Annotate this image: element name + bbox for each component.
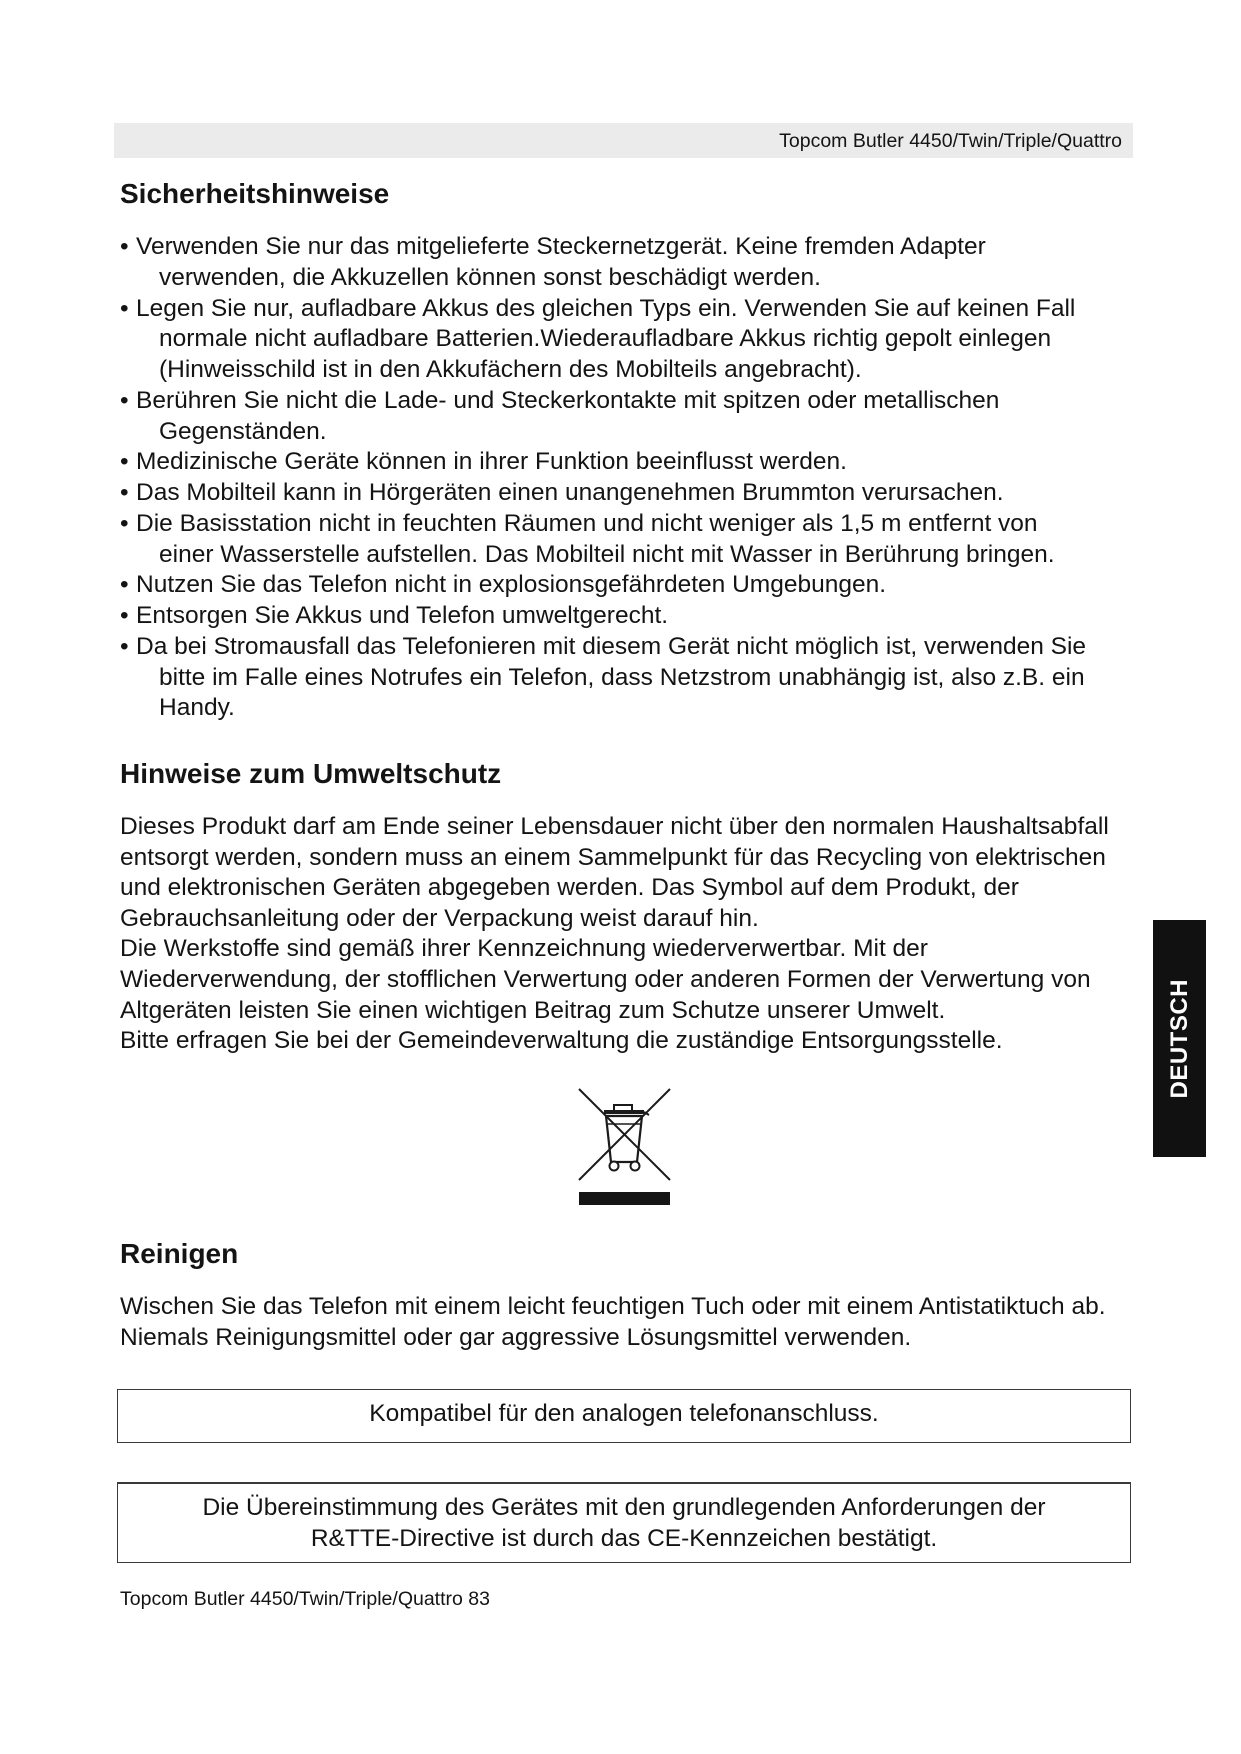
list-item-line: • Das Mobilteil kann in Hörgeräten einen unangenehmen Brummton verursachen. xyxy=(136,479,1004,506)
paragraph xyxy=(120,812,1109,934)
paragraph-line: Wischen Sie das Telefon mit einem leicht feuchtigen Tuch oder mit einem Antistatiktuch ab. xyxy=(120,1293,1106,1320)
list-item-line: • Medizinische Geräte können in ihrer Funktion beeinflusst werden. xyxy=(136,448,847,476)
paragraph-line: Dieses Produkt darf am Ende seiner Lebensdauer nicht über den normalen Haushaltsabfall xyxy=(120,813,1109,840)
list-item xyxy=(120,478,1086,509)
list-item-line: • Die Basisstation nicht in feuchten Räumen und nicht weniger als 1,5 m entfernt von xyxy=(136,509,1038,537)
list-item-line: Gegenständen. xyxy=(159,417,327,445)
list-item xyxy=(120,232,1086,294)
list-item-line: normale nicht aufladbare Batterien.Wiederaufladbare Akkus richtig gepolt einlegen xyxy=(159,325,1052,353)
paragraph-line: Niemals Reinigungsmittel oder gar aggressive Lösungsmittel verwenden. xyxy=(120,1324,912,1351)
list-item-line: • Berühren Sie nicht die Lade- und Steckerkontakte mit spitzen oder metallischen xyxy=(136,386,1000,414)
list-item-line: • Da bei Stromausfall das Telefonieren mit diesem Gerät nicht möglich ist, verwenden Sie xyxy=(136,632,1087,660)
cleaning-text xyxy=(120,1291,1106,1353)
safety-heading: Sicherheitshinweise xyxy=(120,178,390,209)
safety-list xyxy=(120,232,1086,724)
environment-heading: Hinweise zum Umweltschutz xyxy=(120,758,502,789)
paragraph-line: Bitte erfragen Sie bei der Gemeindeverwaltung die zuständige Entsorgungsstelle. xyxy=(120,1027,1003,1055)
paragraph-line: entsorgt werden, sondern muss an einem Sammelpunkt für das Recycling von elektrischen xyxy=(120,843,1106,871)
paragraph-line: Altgeräten leisten Sie einen wichtigen Beitrag zum Schutze unserer Umwelt. xyxy=(120,996,946,1024)
list-item-line: • Verwenden Sie nur das mitgelieferte Steckernetzgerät. Keine fremden Adapter xyxy=(136,233,986,260)
language-tab-label: DEUTSCH xyxy=(1165,978,1193,1099)
list-item xyxy=(120,509,1086,571)
paragraph xyxy=(120,934,1109,1026)
header-title: Topcom Butler 4450/Twin/Triple/Quattro xyxy=(779,130,1122,152)
list-item-line: • Nutzen Sie das Telefon nicht in explosionsgefährdeten Umgebungen. xyxy=(136,571,887,599)
list-item xyxy=(120,447,1086,478)
paragraph-line: Gebrauchsanleitung oder der Verpackung weist darauf hin. xyxy=(120,904,759,932)
list-item-line: • Legen Sie nur, aufladbare Akkus des gleichen Typs ein. Verwenden Sie auf keinen Fall xyxy=(136,294,1076,322)
list-item-line: einer Wasserstelle aufstellen. Das Mobilteil nicht mit Wasser in Berührung bringen. xyxy=(159,540,1055,568)
list-item-line: verwenden, die Akkuzellen können sonst beschädigt werden. xyxy=(159,263,821,291)
list-item-line: • Entsorgen Sie Akkus und Telefon umweltgerecht. xyxy=(136,602,669,629)
cleaning-heading: Reinigen xyxy=(120,1238,239,1269)
page-footer: Topcom Butler 4450/Twin/Triple/Quattro 83 xyxy=(120,1588,490,1610)
list-item xyxy=(120,294,1086,386)
compatibility-notice-box xyxy=(117,1389,1131,1443)
crossed-out-wheelie-bin-icon xyxy=(578,1088,671,1206)
ce-conformity-notice-box xyxy=(117,1482,1131,1563)
compatibility-notice-text: Kompatibel für den analogen telefonanschluss. xyxy=(369,1400,879,1427)
list-item-line: (Hinweisschild ist in den Akkufächern des Mobilteils angebracht). xyxy=(159,356,862,383)
environment-text xyxy=(120,812,1109,1057)
running-header xyxy=(114,123,1133,158)
list-item-line: bitte im Falle eines Notrufes ein Telefon, dass Netzstrom unabhängig ist, also z.B. ein xyxy=(159,663,1085,691)
ce-notice-line: Die Übereinstimmung des Gerätes mit den grundlegenden Anforderungen der xyxy=(202,1494,1046,1521)
list-item xyxy=(120,570,1086,601)
paragraph-line: Wiederverwendung, der stofflichen Verwertung oder anderen Formen der Verwertung von xyxy=(120,965,1091,993)
list-item xyxy=(120,601,1086,632)
list-item xyxy=(120,386,1086,448)
list-item xyxy=(120,632,1086,724)
list-item-line: Handy. xyxy=(159,694,235,722)
paragraph-line: Die Werkstoffe sind gemäß ihrer Kennzeichnung wiederverwertbar. Mit der xyxy=(120,935,928,963)
paragraph xyxy=(120,1026,1109,1057)
language-side-tab xyxy=(1153,920,1206,1157)
ce-notice-line: R&TTE-Directive ist durch das CE-Kennzeichen bestätigt. xyxy=(310,1525,938,1552)
paragraph-line: und elektronischen Geräten abgegeben werden. Das Symbol auf dem Produkt, der xyxy=(120,874,1019,902)
